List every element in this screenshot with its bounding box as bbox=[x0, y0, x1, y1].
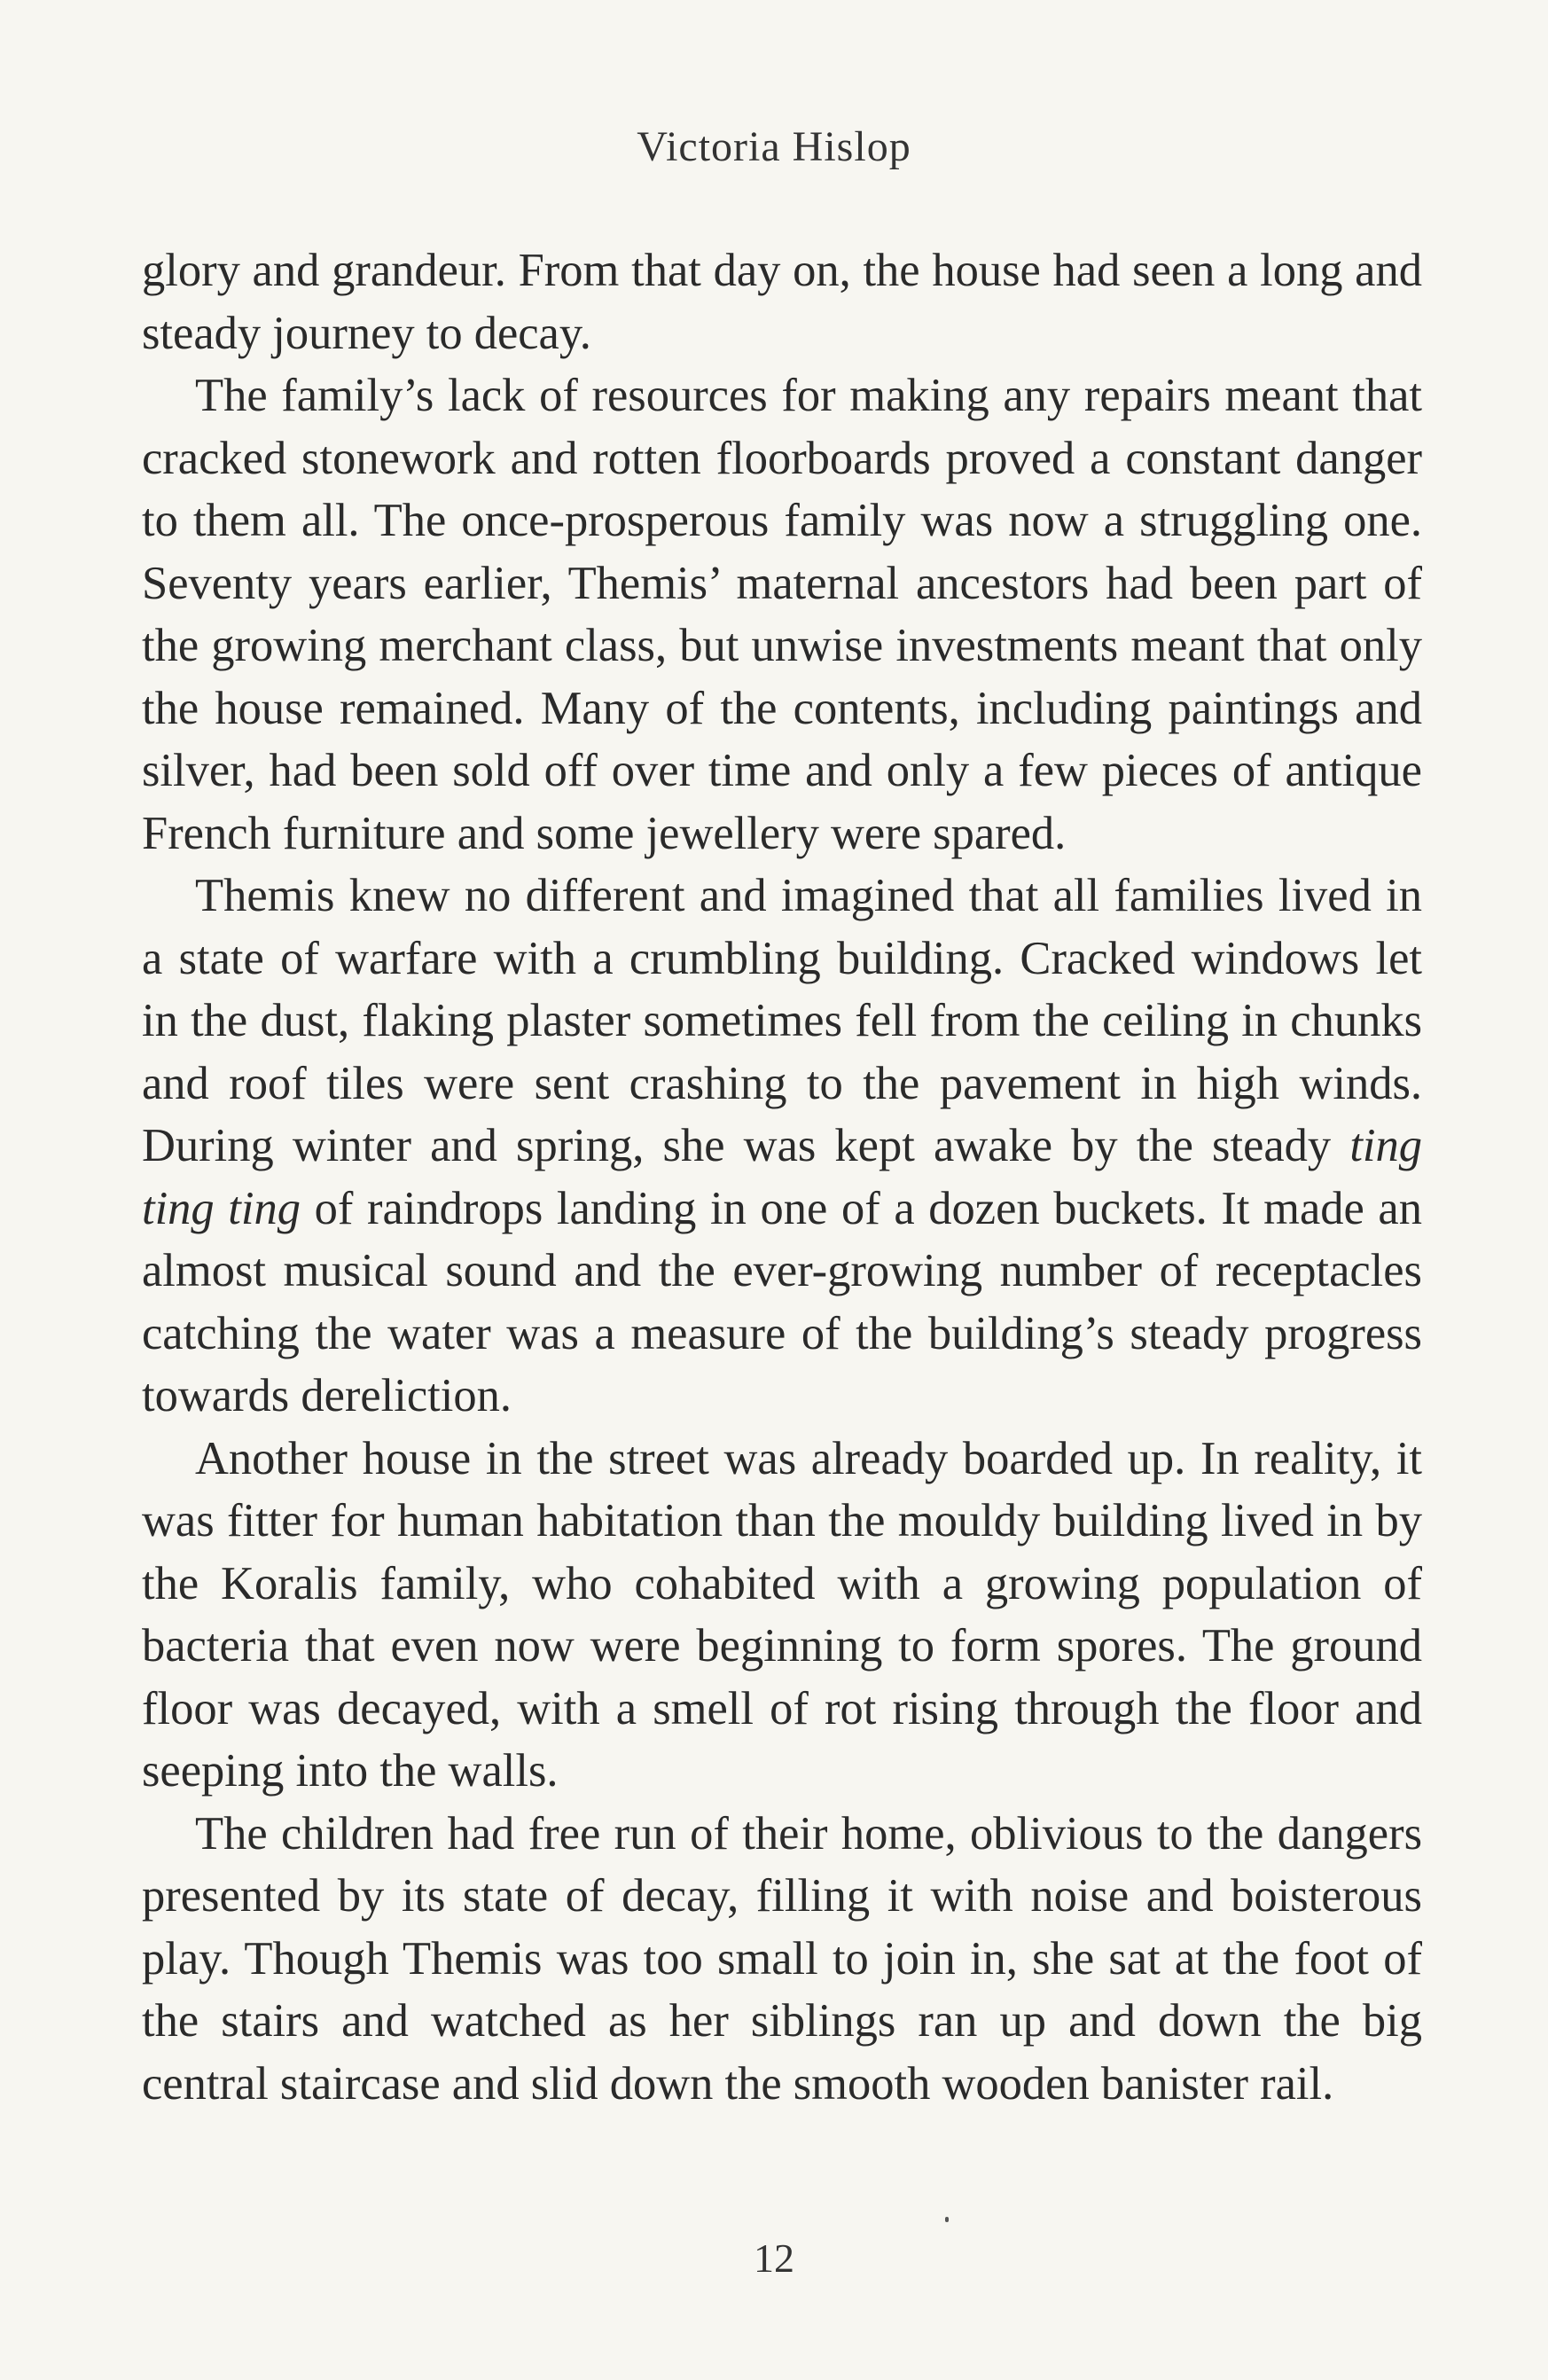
running-head: Victoria Hislop bbox=[637, 123, 911, 170]
paper-speck bbox=[945, 2217, 949, 2222]
paragraph-3 bbox=[142, 865, 1422, 1428]
page-number: 12 bbox=[754, 2235, 794, 2281]
onomatopoeia-italic: ting ting ting bbox=[142, 1120, 1422, 1234]
paragraph-1: glory and grandeur. From that day on, the house had seen a long and steady journey to decay. bbox=[142, 245, 1422, 359]
paragraph-3-text-start: Themis knew no different and imagined that all families lived in a state of warfare with a crumbling building. Cracked windows let in the dust, flaking plaster sometimes fell from the ceiling in chunks and roof tiles were sent crashing to the pavement in high winds. During winter and spring, she was kept awake by the steady bbox=[142, 870, 1422, 1171]
paragraph-2: The family’s lack of resources for making any repairs meant that cracked stonework and rotten floorboards proved a constant danger to them all. The once-prosperous family was now a struggling one. Seventy years earlier, Themis’ maternal ancestors had been part of the growing merchant class, but unwise investments meant that only the house remained. Many of the contents, including paintings and silver, had been sold off over time and only a few pieces of antique French furniture and some jewellery were spared. bbox=[142, 370, 1422, 859]
paragraph-4: Another house in the street was already boarded up. In reality, it was fitter for human habitation than the mouldy building lived in by the Koralis family, who cohabited with a growing population of bacteria that even now were beginning to form spores. The ground floor was decayed, with a smell of rot rising through the floor and seeping into the walls. bbox=[142, 1432, 1422, 1797]
body-text bbox=[142, 239, 1422, 2115]
paragraph-3-text-end: of raindrops landing in one of a dozen buckets. It made an almost musical sound and the ever-growing number of receptacles catching the water was a measure of the building’s steady progress towards dereliction. bbox=[142, 1182, 1422, 1421]
paragraph-5: The children had free run of their home, oblivious to the dangers presented by its state of decay, filling it with noise and boisterous play. Though Themis was too small to join in, she sat at the foot of the stairs and watched as her siblings ran up and down the big central staircase and slid down the smooth wooden banister rail. bbox=[142, 1807, 1422, 2110]
